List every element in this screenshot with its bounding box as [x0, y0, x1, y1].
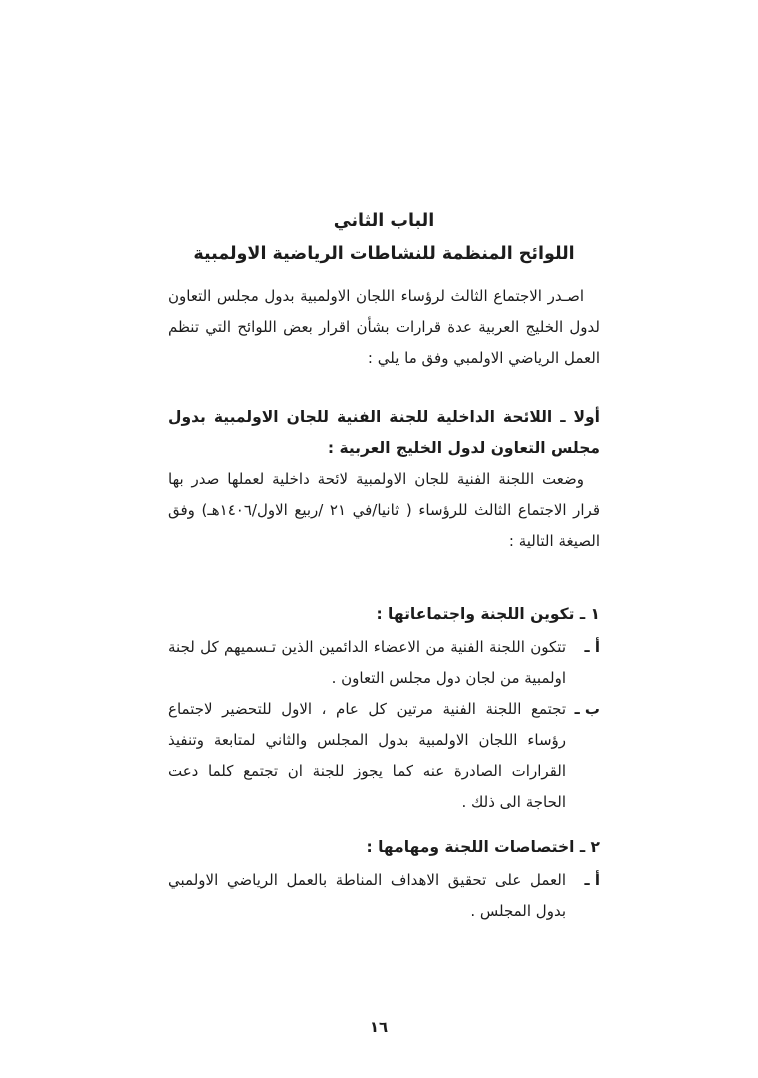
- clause1-heading: ١ ـ تكوين اللجنة واجتماعاتها :: [376, 605, 600, 623]
- clause1-item-b-marker: ب ـ: [574, 700, 600, 718]
- clause2-item-a-text: العمل على تحقيق الاهداف المناطة بالعمل الرياضي الاولمبي بدول المجلس .: [168, 871, 566, 920]
- section-first-heading: أولا ـ اللائحة الداخلية للجنة الفنية للجان الاولمبية بدول مجلس التعاون لدول الخليج العربية :: [168, 408, 600, 457]
- chapter-title: الباب الثاني: [333, 211, 435, 231]
- page-content: [168, 205, 600, 927]
- section-first-body: وضعت اللجنة الفنية للجان الاولمبية لائحة داخلية لعملها صدر بها قرار الاجتماع الثالث للرؤساء ( ثانيا/في ٢١ /ربيع الاول/١٤٠٦هـ) وفق الصيغة التالية :: [168, 470, 600, 550]
- clause1-item-b: [168, 694, 600, 818]
- clause2-heading: ٢ ـ اختصاصات اللجنة ومهامها :: [366, 838, 600, 856]
- chapter-subtitle: اللوائح المنظمة للنشاطات الرياضية الاولمبية: [193, 244, 575, 264]
- clause1-item-a-marker: أ ـ: [584, 638, 600, 656]
- clause1-item-a: [168, 632, 600, 694]
- spacer: [168, 557, 600, 599]
- chapter-title-block: [168, 205, 600, 271]
- page-number: ١٦: [369, 1018, 389, 1036]
- spacer: [168, 818, 600, 832]
- intro-paragraph: اصـدر الاجتماع الثالث لرؤساء اللجان الاولمبية بدول مجلس التعاون لدول الخليج العربية عدة قرارات بشأن اقرار بعض اللوائح التي تنظم العمل الرياضي الاولمبي وفق ما يلي :: [168, 287, 600, 367]
- clause1-item-b-text: تجتمع اللجنة الفنية مرتين كل عام ، الاول للتحضير لاجتماع رؤساء اللجان الاولمبية بدول المجلس والثاني لمتابعة وتنفيذ القرارات الصادرة عنه كما يجوز للجنة ان تجتمع كلما دعت الحاجة الى ذلك .: [168, 700, 566, 811]
- clause2-item-a: [168, 865, 600, 927]
- clause1-item-a-text: تتكون اللجنة الفنية من الاعضاء الدائمين الذين تـسميهم كل لجنة اولمبية من لجان دول مجلس التعاون .: [168, 638, 566, 687]
- spacer: [168, 374, 600, 402]
- clause2-item-a-marker: أ ـ: [584, 871, 600, 889]
